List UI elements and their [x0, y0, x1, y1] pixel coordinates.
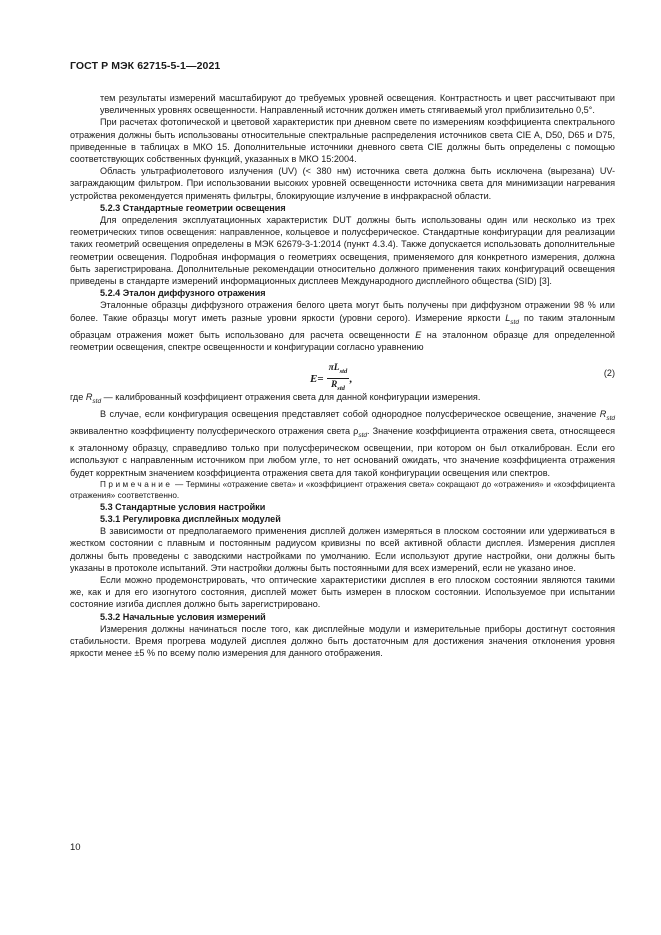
paragraph: Область ультрафиолетового излучения (UV) (< 380 нм) источника света должна быть исключена (вырезана) UV-заграждающим фильтром. При использовании высоких уровней освещенности источника света для минимизации нагревания устройства рекомендуется применять фильтры, блокирующие излучение в инфракрасной области.	[70, 166, 615, 201]
document-header: ГОСТ Р МЭК 62715-5-1—2021	[70, 60, 221, 72]
page-number: 10	[70, 842, 81, 853]
document-body	[70, 92, 615, 659]
paragraph: Для определения эксплуатационных характеристик DUT должны быть использованы один или несколько из трех геометрических типов освещения: направленное, кольцевое и полусферическое. Стандартные конфигурации для реализации таких геометрий освещения определены в МЭК 62679-3-1:2014 (пункт 4.3.4). Также допускается использовать дополнительные геометрии освещения. Подробная информация о геометриях освещения, применяемого для конкретного измерения, должна быть зарегистрирована. Дополнительные рекомендации относительно должного применения таких конфигураций освещения приведены в стандарте измерений информационных дисплеев Международного дисплейного общества (SID) [3].	[70, 215, 615, 287]
section-heading-5-3-2: 5.3.2 Начальные условия измерений	[100, 611, 266, 622]
paragraph: В случае, если конфигурация освещения представляет собой однородное полусферическое освещение, значение $R_{std}$ эквивалентно коэффициенту полусферического отражения света $\rho_{std}$. Значение коэффициента отражения света, относящееся к эталонному образцу, справедливо только при полусферическом освещении, при котором он был откалиброван. Если его используют с направленным источником при любом угле, то нет оснований ожидать, что значение коэффициента отражения будет корректным значением коэффициента отражения света для такой конфигурации освещения или спектров.	[70, 409, 615, 478]
paragraph: В зависимости от предполагаемого применения дисплей должен измеряться в плоском состоянии или удерживаться в жестком состоянии с плавным и постоянным радиусом кривизны по всей активной области дисплея. Измерения дисплея должны быть проведены с заводскими настройками по умолчанию. Если используют другие настройки, они должны быть указаны в протоколе испытаний. Эти настройки должны быть постоянными для всех измерений, если не указано иное.	[70, 526, 615, 573]
section-heading-5-2-3: 5.2.3 Стандартные геометрии освещения	[100, 202, 286, 213]
note: Примечание — Термины «отражение света» и «коэффициент отражения света» сокращают до «отражения» и «коэффициента отражения» соответственно.	[70, 479, 615, 500]
paragraph: Эталонные образцы диффузного отражения белого цвета могут быть получены при диффузном отражении 98 % или более. Такие образцы могут иметь разные уровни яркости (уровни серого). Измерение яркости $L_{std}$ по таким эталонным образцам отражения может быть использовано для расчета освещенности E на эталонном образце для определенной геометрии освещения, спектре освещенности и конфигурации согласно уравнению	[70, 300, 615, 352]
paragraph: При расчетах фотопической и цветовой характеристик при дневном свете по измерениям коэффициента спектрального отражения должны быть использованы относительные спектральные распределения источников света CIE A, D50, D65 и D75, приведенные в таблицах в МКО 15. Дополнительные источники дневного света CIE должны быть определены с помощью соответствующих собственных функций, указанных в МКО 15:2004.	[70, 117, 615, 165]
section-heading-5-3: 5.3 Стандартные условия настройки	[100, 501, 266, 512]
equation-expression: E = $\frac{\pi L_{std}}{R_{std}}$ ,	[310, 362, 352, 395]
paragraph: тем результаты измерений масштабируют до требуемых уровней освещения. Контрастность и цвет рассчитывают при увеличенных уровнях освещенности. Направленный источник должен иметь стягиваемый угол приблизительно 0,5°.	[100, 93, 615, 116]
paragraph: Если можно продемонстрировать, что оптические характеристики дисплея в его плоском состоянии являются такими же, как и для его изогнутого состояния, дисплей может быть измерен в плоском состоянии. Используемое при испытании состояние изгиба дисплея должно быть зарегистрировано.	[70, 574, 615, 610]
section-heading-5-3-1: 5.3.1 Регулировка дисплейных модулей	[100, 513, 281, 524]
section-heading-5-2-4: 5.2.4 Эталон диффузного отражения	[100, 288, 266, 299]
note-label: Примечание	[100, 479, 173, 489]
equation-number: (2)	[603, 368, 615, 379]
paragraph: где $R_{std}$ — калиброванный коэффициент отражения света для данной конфигурации измерения.	[70, 392, 481, 405]
fraction: $\frac{\pi L_{std}}{R_{std}}$	[328, 363, 348, 393]
paragraph: Измерения должны начинаться после того, как дисплейные модули и измерительные приборы достигнут состояния стабильности. Время прогрева модулей дисплея должно быть достаточным для достижения значения отклонения уровня яркости менее ±5 % по всему полю измерения для данного отображения.	[70, 623, 615, 659]
equation-2	[70, 359, 615, 393]
